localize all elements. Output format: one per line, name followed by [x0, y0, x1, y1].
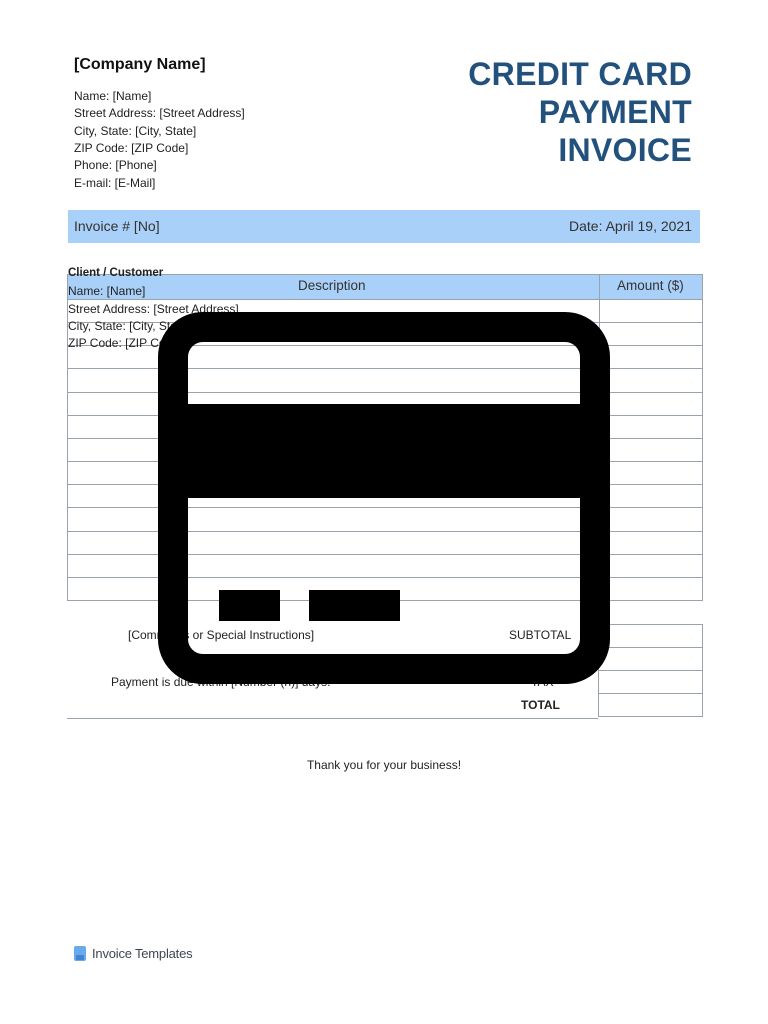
client-heading: Client / Customer	[68, 267, 164, 279]
company-name: [Company Name]	[74, 56, 206, 73]
subtotal-value-cell	[598, 624, 703, 648]
company-contact-phone: Phone: [Phone]	[74, 158, 157, 172]
brand-name: Invoice Templates	[92, 946, 193, 961]
company-contact-email: E-mail: [E-Mail]	[74, 176, 156, 190]
company-contact-zip: ZIP Code: [ZIP Code]	[74, 141, 189, 155]
amount-column-header: Amount ($)	[617, 278, 684, 293]
summary-divider	[67, 718, 598, 719]
subtotal-label: SUBTOTAL	[509, 628, 572, 642]
discount-value-cell	[598, 647, 703, 671]
document-title-line-2: PAYMENT	[538, 94, 692, 130]
total-value-cell	[598, 693, 703, 717]
company-contact-name: Name: [Name]	[74, 89, 152, 103]
client-address: Street Address: [Street Address]	[68, 302, 239, 316]
company-contact-city: City, State: [City, State]	[74, 124, 197, 138]
invoice-bar	[68, 210, 700, 243]
tax-value-cell	[598, 670, 703, 694]
client-city: City, State: [City, State]	[68, 319, 191, 333]
payment-terms: Payment is due within [Number (n)] days.	[111, 675, 331, 689]
description-column-header: Description	[298, 278, 366, 293]
invoice-date: Date: April 19, 2021	[569, 218, 692, 234]
tax-label: TAX	[531, 675, 554, 689]
total-label: TOTAL	[521, 698, 560, 712]
invoice-number: Invoice # [No]	[74, 218, 160, 234]
client-zip: ZIP Code: [ZIP Code]	[68, 336, 183, 350]
document-title-line-1: CREDIT CARD	[468, 56, 692, 92]
comments-placeholder: [Comments or Special Instructions]	[128, 628, 315, 642]
document-title-line-3: INVOICE	[558, 132, 692, 168]
thank-you-message: Thank you for your business!	[306, 758, 462, 772]
brand-logo-icon	[74, 946, 87, 962]
credit-card-icon	[158, 312, 610, 684]
client-name: Name: [Name]	[68, 284, 146, 298]
company-contact-address: Street Address: [Street Address]	[74, 106, 245, 120]
